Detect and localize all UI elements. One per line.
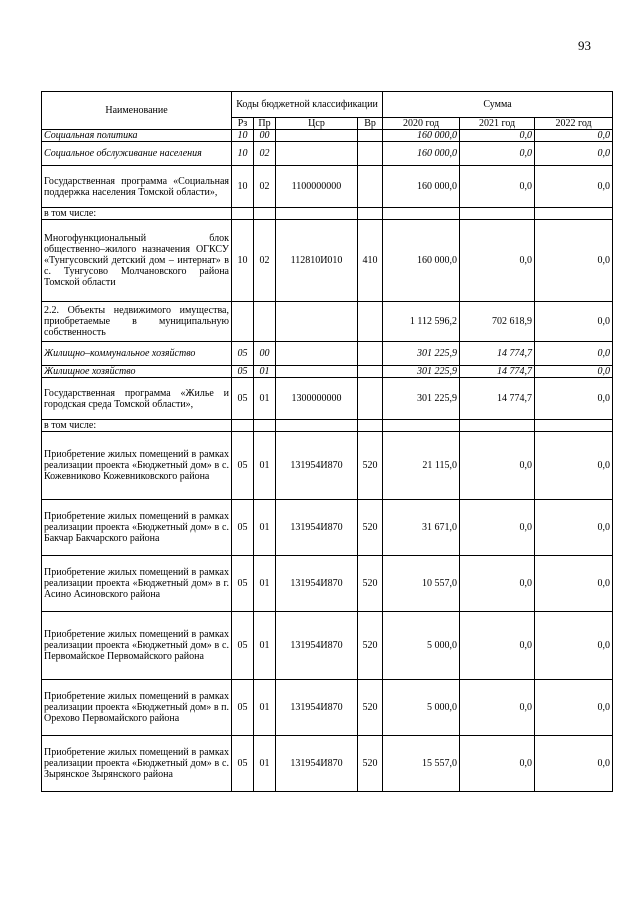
cell-pr: 01	[254, 556, 276, 612]
header-2020: 2020 год	[383, 118, 460, 130]
cell-s2020: 301 225,9	[383, 366, 460, 378]
cell-s2022: 0,0	[535, 612, 613, 680]
header-csr: Цср	[276, 118, 358, 130]
cell-csr: 1300000000	[276, 378, 358, 420]
cell-s2020: 21 115,0	[383, 432, 460, 500]
cell-vr: 520	[358, 736, 383, 792]
table-row	[42, 166, 613, 208]
row-name: Жилищное хозяйство	[42, 366, 232, 378]
cell-s2021: 0,0	[460, 220, 535, 302]
cell-s2022	[535, 208, 613, 220]
table-row	[42, 342, 613, 366]
cell-rz: 05	[232, 366, 254, 378]
cell-rz: 10	[232, 166, 254, 208]
row-name: Многофункциональный блок общественно–жилого назначения ОГКСУ «Тунгусовский детский дом – интернат» в с. Тунгусово Молчановского района Томской области	[42, 220, 232, 302]
cell-s2022: 0,0	[535, 130, 613, 142]
header-2022: 2022 год	[535, 118, 613, 130]
cell-csr: 131954И870	[276, 736, 358, 792]
cell-pr: 00	[254, 130, 276, 142]
cell-rz: 05	[232, 736, 254, 792]
cell-pr: 01	[254, 432, 276, 500]
cell-s2022: 0,0	[535, 500, 613, 556]
table-row	[42, 302, 613, 342]
cell-pr: 01	[254, 366, 276, 378]
cell-rz	[232, 420, 254, 432]
row-name: Социальная политика	[42, 130, 232, 142]
cell-vr	[358, 342, 383, 366]
cell-s2020: 160 000,0	[383, 220, 460, 302]
row-name: в том числе:	[42, 420, 232, 432]
table-body	[42, 130, 613, 792]
table-row	[42, 736, 613, 792]
cell-pr: 02	[254, 220, 276, 302]
cell-rz: 05	[232, 378, 254, 420]
row-name: в том числе:	[42, 208, 232, 220]
cell-rz: 05	[232, 680, 254, 736]
cell-vr	[358, 166, 383, 208]
cell-s2021: 0,0	[460, 432, 535, 500]
cell-s2022: 0,0	[535, 142, 613, 166]
cell-s2022: 0,0	[535, 366, 613, 378]
cell-s2020: 1 112 596,2	[383, 302, 460, 342]
cell-s2020: 5 000,0	[383, 612, 460, 680]
cell-s2022: 0,0	[535, 432, 613, 500]
cell-csr	[276, 142, 358, 166]
cell-rz	[232, 302, 254, 342]
cell-s2021: 14 774,7	[460, 342, 535, 366]
table-row	[42, 220, 613, 302]
cell-pr: 00	[254, 342, 276, 366]
table-row	[42, 432, 613, 500]
row-name: Государственная программа «Жилье и городская среда Томской области»,	[42, 378, 232, 420]
cell-rz: 05	[232, 500, 254, 556]
cell-vr	[358, 208, 383, 220]
cell-pr: 02	[254, 142, 276, 166]
cell-s2021: 0,0	[460, 130, 535, 142]
cell-s2020: 10 557,0	[383, 556, 460, 612]
cell-vr	[358, 366, 383, 378]
row-name: Социальное обслуживание населения	[42, 142, 232, 166]
cell-csr	[276, 342, 358, 366]
cell-vr: 520	[358, 680, 383, 736]
row-name: Приобретение жилых помещений в рамках реализации проекта «Бюджетный дом» в п. Орехово Первомайского района	[42, 680, 232, 736]
row-name: Жилищно–коммунальное хозяйство	[42, 342, 232, 366]
cell-s2022	[535, 420, 613, 432]
row-name: Государственная программа «Социальная поддержка населения Томской области»,	[42, 166, 232, 208]
cell-rz: 10	[232, 142, 254, 166]
cell-pr	[254, 302, 276, 342]
cell-s2022: 0,0	[535, 736, 613, 792]
table-row	[42, 142, 613, 166]
header-2021: 2021 год	[460, 118, 535, 130]
cell-csr: 112810И010	[276, 220, 358, 302]
cell-s2020: 15 557,0	[383, 736, 460, 792]
table-row	[42, 366, 613, 378]
page-number: 93	[578, 38, 591, 53]
header-pr: Пр	[254, 118, 276, 130]
cell-s2020: 160 000,0	[383, 142, 460, 166]
table-row	[42, 556, 613, 612]
cell-s2021: 0,0	[460, 680, 535, 736]
cell-vr	[358, 378, 383, 420]
cell-s2021	[460, 420, 535, 432]
table-row	[42, 420, 613, 432]
header-vr: Вр	[358, 118, 383, 130]
row-name: Приобретение жилых помещений в рамках реализации проекта «Бюджетный дом» в с. Кожевниково Кожевниковского района	[42, 432, 232, 500]
cell-s2020	[383, 420, 460, 432]
cell-rz: 10	[232, 130, 254, 142]
cell-csr: 131954И870	[276, 556, 358, 612]
cell-s2021: 0,0	[460, 556, 535, 612]
cell-pr: 01	[254, 500, 276, 556]
cell-s2022: 0,0	[535, 378, 613, 420]
cell-s2022: 0,0	[535, 220, 613, 302]
cell-pr: 01	[254, 612, 276, 680]
cell-s2021: 702 618,9	[460, 302, 535, 342]
cell-csr: 131954И870	[276, 432, 358, 500]
cell-rz: 05	[232, 612, 254, 680]
cell-s2021: 0,0	[460, 500, 535, 556]
table-row	[42, 378, 613, 420]
cell-s2021: 14 774,7	[460, 366, 535, 378]
cell-s2021: 0,0	[460, 166, 535, 208]
cell-s2020: 31 671,0	[383, 500, 460, 556]
cell-s2020: 301 225,9	[383, 378, 460, 420]
cell-rz: 05	[232, 556, 254, 612]
cell-csr	[276, 130, 358, 142]
header-sum: Сумма	[383, 92, 613, 118]
cell-rz: 05	[232, 342, 254, 366]
table-row	[42, 208, 613, 220]
cell-s2020: 160 000,0	[383, 130, 460, 142]
cell-pr: 01	[254, 378, 276, 420]
cell-s2022: 0,0	[535, 680, 613, 736]
cell-s2022: 0,0	[535, 302, 613, 342]
cell-s2021	[460, 208, 535, 220]
cell-pr	[254, 420, 276, 432]
budget-table	[41, 91, 613, 792]
cell-s2021: 14 774,7	[460, 378, 535, 420]
cell-rz: 10	[232, 220, 254, 302]
cell-s2020: 5 000,0	[383, 680, 460, 736]
cell-csr: 131954И870	[276, 612, 358, 680]
cell-vr: 410	[358, 220, 383, 302]
cell-vr	[358, 420, 383, 432]
cell-pr	[254, 208, 276, 220]
cell-vr: 520	[358, 612, 383, 680]
cell-s2021: 0,0	[460, 612, 535, 680]
cell-csr	[276, 366, 358, 378]
table-row	[42, 612, 613, 680]
cell-csr	[276, 420, 358, 432]
cell-s2022: 0,0	[535, 342, 613, 366]
cell-vr: 520	[358, 432, 383, 500]
cell-rz: 05	[232, 432, 254, 500]
row-name: Приобретение жилых помещений в рамках реализации проекта «Бюджетный дом» в с. Зырянское Зырянского района	[42, 736, 232, 792]
header-rz: Рз	[232, 118, 254, 130]
table-row	[42, 500, 613, 556]
cell-pr: 01	[254, 736, 276, 792]
row-name: 2.2. Объекты недвижимого имущества, приобретаемые в муниципальную собственность	[42, 302, 232, 342]
row-name: Приобретение жилых помещений в рамках реализации проекта «Бюджетный дом» в с. Бакчар Бакчарского района	[42, 500, 232, 556]
cell-s2020: 301 225,9	[383, 342, 460, 366]
cell-vr	[358, 302, 383, 342]
cell-s2021: 0,0	[460, 736, 535, 792]
table-row	[42, 130, 613, 142]
cell-csr: 1100000000	[276, 166, 358, 208]
cell-pr: 01	[254, 680, 276, 736]
cell-vr: 520	[358, 556, 383, 612]
header-name: Наименование	[42, 92, 232, 130]
cell-csr	[276, 302, 358, 342]
cell-s2022: 0,0	[535, 166, 613, 208]
row-name: Приобретение жилых помещений в рамках реализации проекта «Бюджетный дом» в г. Асино Асиновского района	[42, 556, 232, 612]
cell-s2021: 0,0	[460, 142, 535, 166]
header-codes: Коды бюджетной классификации	[232, 92, 383, 118]
cell-s2020	[383, 208, 460, 220]
cell-rz	[232, 208, 254, 220]
cell-s2022: 0,0	[535, 556, 613, 612]
cell-csr: 131954И870	[276, 680, 358, 736]
cell-s2020: 160 000,0	[383, 166, 460, 208]
row-name: Приобретение жилых помещений в рамках реализации проекта «Бюджетный дом» в с. Первомайское Первомайского района	[42, 612, 232, 680]
table-row	[42, 680, 613, 736]
cell-csr	[276, 208, 358, 220]
cell-vr: 520	[358, 500, 383, 556]
cell-vr	[358, 130, 383, 142]
cell-pr: 02	[254, 166, 276, 208]
cell-csr: 131954И870	[276, 500, 358, 556]
cell-vr	[358, 142, 383, 166]
